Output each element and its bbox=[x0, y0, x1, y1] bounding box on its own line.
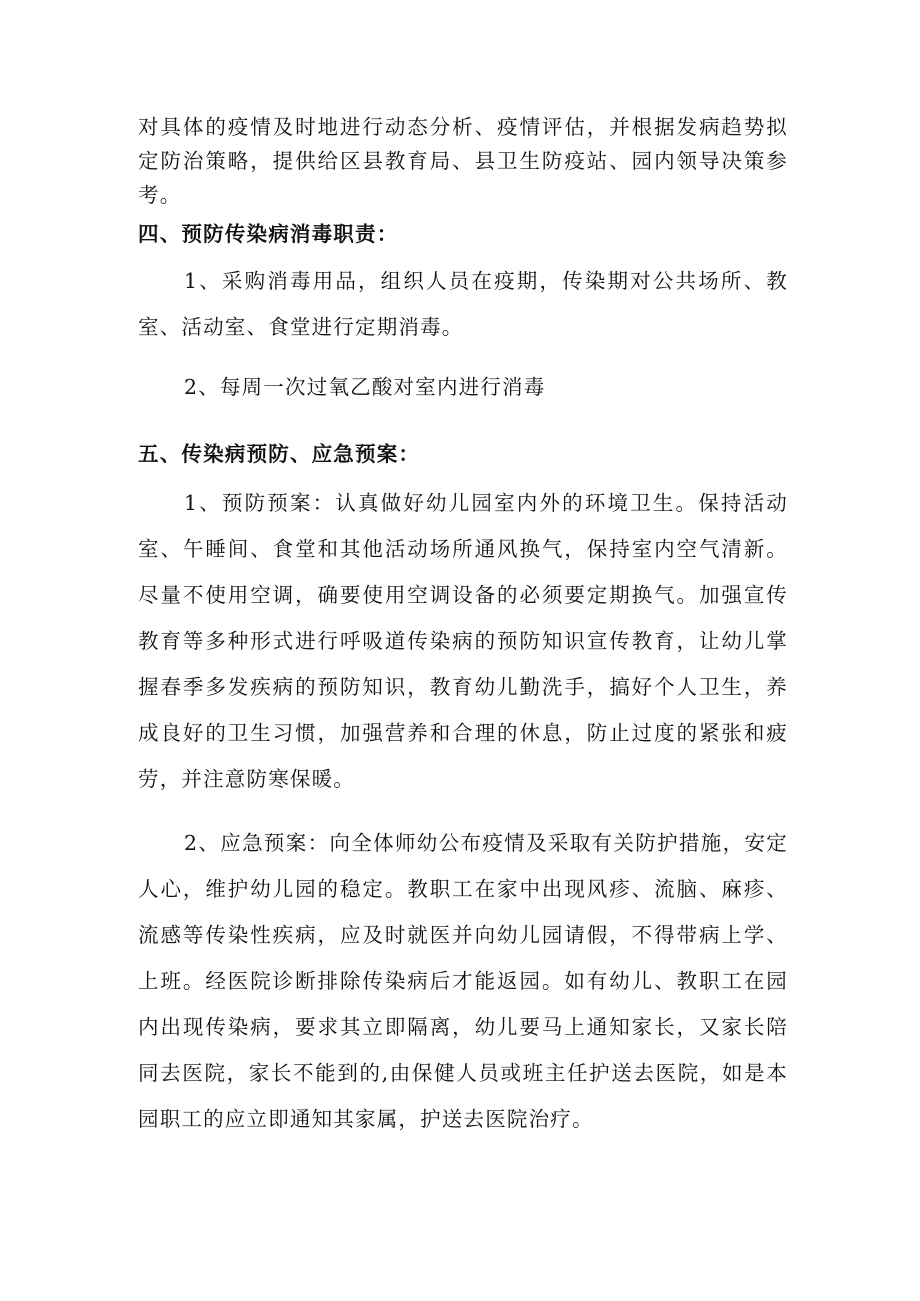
section-4-heading: 四、预防传染病消毒职责： bbox=[138, 222, 399, 246]
section-5-item-2: 2、应急预案：向全体师幼公布疫情及采取有关防护措施，安定人心，维护幼儿园的稳定。教职工在家中出现风疹、流脑、麻疹、流感等传染性疾病，应及时就医并向幼儿园请假，不得带病上学、上班。经医院诊断排除传染病后才能返园。如有幼儿、教职工在园内出现传染病，要求其立即隔离，幼儿要马上通知家长，又家长陪同去医院，家长不能到的,由保健人员或班主任护送去医院，如是本园职工的应立即通知其家属，护送去医院治疗。 bbox=[138, 831, 788, 1131]
section-5-item-1: 1、预防预案：认真做好幼儿园室内外的环境卫生。保持活动室、午睡间、食堂和其他活动场所通风换气，保持室内空气清新。尽量不使用空调，确要使用空调设备的必须要定期换气。加强宣传教育等多种形式进行呼吸道传染病的预防知识宣传教育，让幼儿掌握春季多发疾病的预防知识，教育幼儿勤洗手，搞好个人卫生，养成良好的卫生习惯，加强营养和合理的休息，防止过度的紧张和疲劳，并注意防寒保暖。 bbox=[138, 491, 788, 791]
section-5-heading: 五、传染病预防、应急预案： bbox=[138, 442, 421, 466]
section-4-item-1: 1、采购消毒用品，组织人员在疫期，传染期对公共场所、教室、活动室、食堂进行定期消毒。 bbox=[138, 269, 788, 339]
section-4-item-2: 2、每周一次过氧乙酸对室内进行消毒 bbox=[184, 375, 546, 399]
intro-paragraph: 对具体的疫情及时地进行动态分析、疫情评估，并根据发病趋势拟定防治策略，提供给区县教育局、县卫生防疫站、园内领导决策参考。 bbox=[138, 115, 788, 207]
